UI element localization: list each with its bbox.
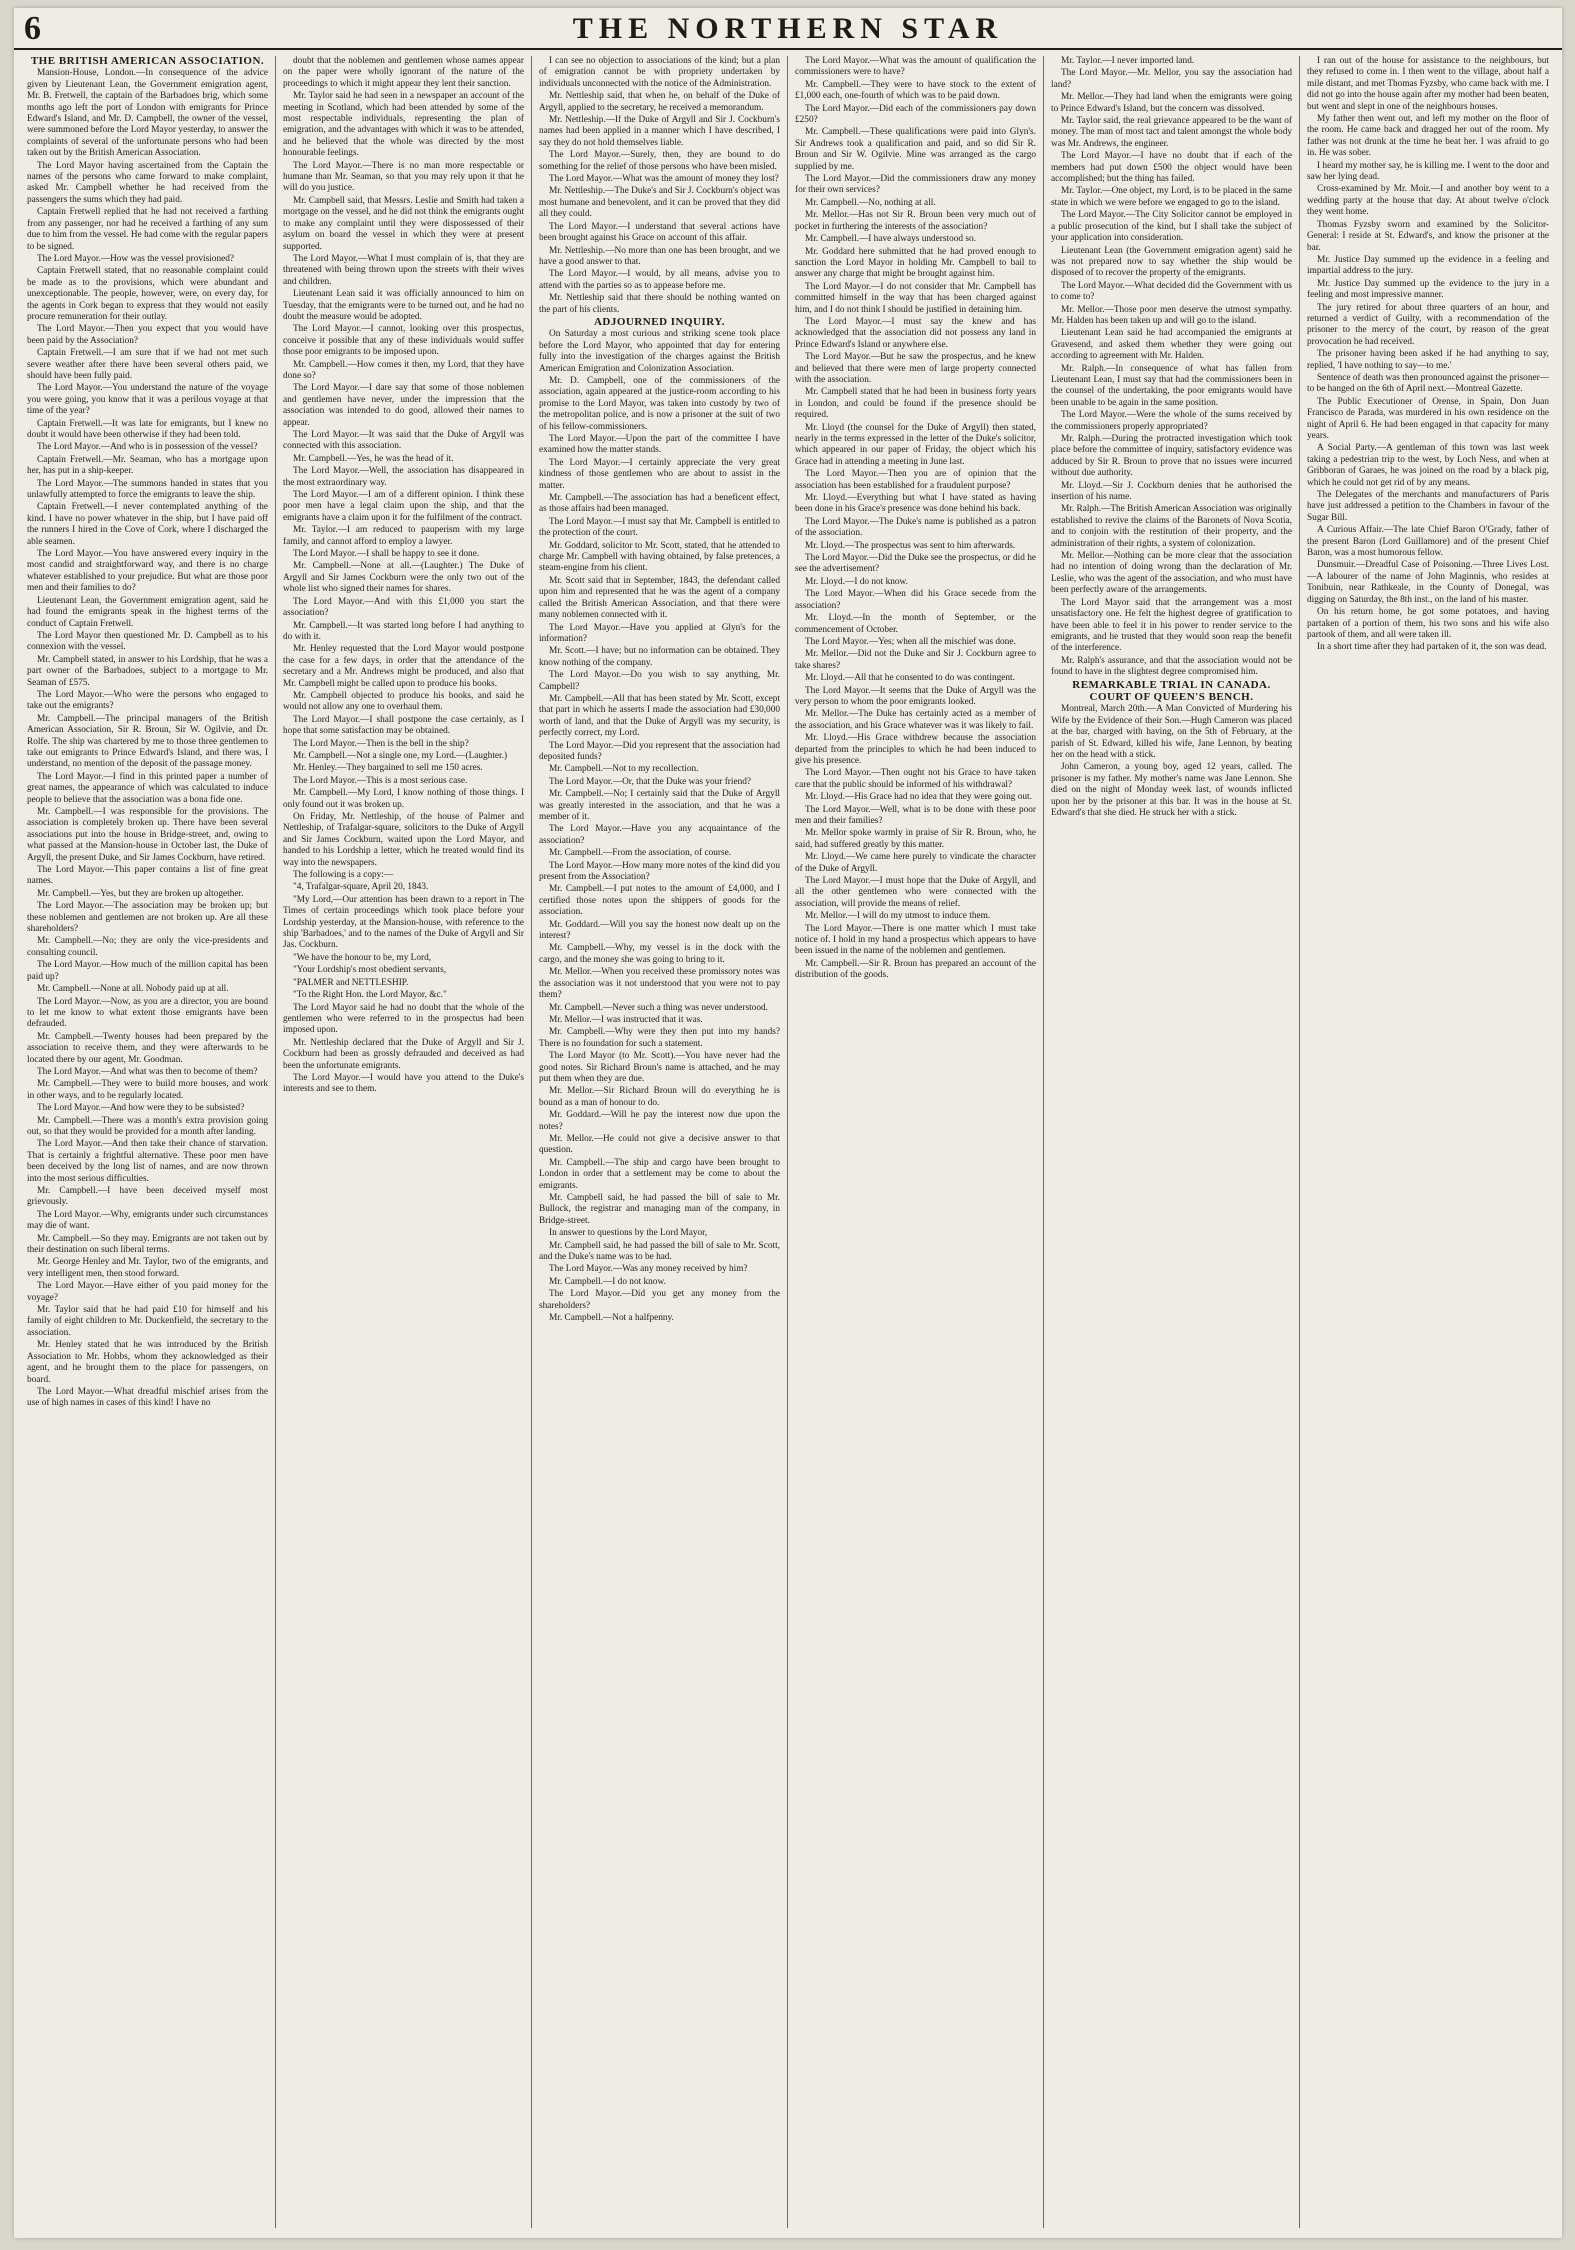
- article-paragraph: The Lord Mayor.—It was said that the Duke of Argyll was connected with this association.: [283, 430, 524, 452]
- article-paragraph: The Lord Mayor.—Upon the part of the committee I have examined how the matter stands.: [539, 434, 780, 456]
- article-paragraph: Mr. Scott.—I have; but no information can be obtained. They know nothing of the company.: [539, 646, 780, 668]
- article-paragraph: The Lord Mayor.—I do not consider that Mr. Campbell has committed himself in the way that has been charged against him, and I do not think I should be justified in detaining him.: [795, 281, 1036, 315]
- article-paragraph: The Lord Mayor.—You understand the nature of the voyage you were going, you know that it was a perilous voyage at that time of the year?: [27, 383, 268, 417]
- article-paragraph: On Saturday a most curious and striking scene took place before the Lord Mayor, who appointed that day for entering fully into the investigation of the charges against the British American Emigration and Colonization Association.: [539, 329, 780, 374]
- article-paragraph: The Lord Mayor.—You have answered every inquiry in the most candid and straightforward way, and there is no charge whatever established to your prejudice. But what are those poor men and their families to do?: [27, 549, 268, 594]
- article-paragraph: The Lord Mayor.—And how were they to be subsisted?: [37, 1103, 245, 1114]
- article-paragraph: Lieutenant Lean said it was officially announced to him on Tuesday, that the emigrants were to be turned out, and he had no doubt the measure would be adopted.: [283, 289, 524, 322]
- article-paragraph: The Lord Mayor.—Now, as you are a director, you are bound to let me know to what extent those emigrants have been defrauded.: [27, 996, 268, 1030]
- article-paragraph: Mr. Lloyd.—The prospectus was sent to him afterwards.: [805, 540, 1016, 551]
- article-paragraph: Mr. Lloyd.—In the month of September, or the commencement of October.: [795, 613, 1036, 635]
- section-heading: COURT OF QUEEN'S BENCH.: [1089, 690, 1254, 703]
- article-paragraph: I heard my mother say, he is killing me. I went to the door and saw her lying dead.: [1307, 160, 1549, 183]
- article-paragraph: Cross-examined by Mr. Moir.—I and another boy went to a wedding party at the house that day. At about twelve o'clock they went home.: [1307, 184, 1549, 218]
- article-paragraph: The Lord Mayor.—When did his Grace secede from the association?: [795, 589, 1036, 611]
- article-paragraph: The Lord Mayor.—What dreadful mischief arises from the use of high names in cases of this kind! I have no: [27, 1386, 268, 1409]
- article-paragraph: Mr. Campbell.—From the association, of course.: [549, 848, 732, 859]
- article-paragraph: Mr. Taylor.—I never imported land.: [1061, 56, 1195, 66]
- article-paragraph: Mr. Mellor.—Nothing can be more clear that the association had no intention of doing wrong than the declaration of Mr. Leslie, who was the agent of the association, and who must have been perfectly aware of the arrangements.: [1051, 551, 1292, 596]
- article-paragraph: Mr. Mellor.—Did not the Duke and Sir J. Cockburn agree to take shares?: [795, 649, 1036, 671]
- article-paragraph: Mr. Campbell stated, in answer to his Lordship, that he was a part owner of the Barbadoes, subject to a mortgage to Mr. Seaman of £575.: [27, 654, 268, 688]
- article-paragraph: A Curious Affair.—The late Chief Baron O'Grady, father of the present Baron (Lord Guillamore) and of the present Chief Baron, was a most humorous fellow.: [1307, 525, 1549, 559]
- article-columns: [20, 56, 1556, 2228]
- article-paragraph: Mr. Goddard here submitted that he had proved enough to sanction the Lord Mayor in holding Mr. Campbell to bail to answer any charge that might be brought against him.: [795, 246, 1036, 280]
- article-paragraph: Mr. Campbell.—My Lord, I know nothing of those things. I only found out it was broken up.: [283, 788, 524, 810]
- article-paragraph: The Lord Mayor.—Then you are of opinion that the association has been established for a fraudulent purpose?: [795, 469, 1036, 491]
- article-paragraph: My father then went out, and left my mother on the floor of the room. He came back and dragged her out of the room. My father was not drunk at the time he beat her. I was afraid to go in. He was sober.: [1307, 114, 1549, 159]
- article-paragraph: Mr. Lloyd.—We came here purely to vindicate the character of the Duke of Argyll.: [795, 852, 1036, 874]
- newspaper-page: [14, 8, 1562, 2238]
- article-paragraph: Mr. Ralph's assurance, and that the association would not be found to have in the slightest degree compromised him.: [1051, 655, 1292, 678]
- article-paragraph: The Lord Mayor.—I would have you attend to the Duke's interests and see to them.: [283, 1072, 524, 1095]
- article-paragraph: The Delegates of the merchants and manufacturers of Paris have just addressed a petition to the Chambers in favour of the Sugar Bill.: [1307, 490, 1549, 523]
- article-paragraph: Mr. Justice Day summed up the evidence in a feeling and impartial address to the jury.: [1307, 254, 1549, 277]
- article-paragraph: Mr. Mellor.—Sir Richard Broun will do everything he is bound as a man of honour to do.: [539, 1086, 780, 1108]
- article-paragraph: The Lord Mayor.—Who were the persons who engaged to take out the emigrants?: [27, 689, 268, 712]
- article-paragraph: The Lord Mayor.—Surely, then, they are bound to do something for the relief of those persons who have been misled.: [539, 150, 780, 172]
- article-paragraph: Mr. Campbell said, he had passed the bill of sale to Mr. Scott, and the Duke's name was to be had.: [539, 1240, 780, 1263]
- article-paragraph: Mr. Lloyd.—All that he consented to do was contingent.: [805, 673, 1015, 684]
- article-paragraph: The Lord Mayor.—Was any money received by him?: [549, 1264, 748, 1275]
- article-paragraph: The Lord Mayor.—I have no doubt that if each of the members had put down £500 the object would have been accomplished; but the thing has failed.: [1051, 151, 1292, 185]
- column-3: [532, 56, 788, 2228]
- masthead: [14, 8, 1562, 50]
- article-paragraph: Mr. Campbell.—I put notes to the amount of £4,000, and I certified those notes upon the shippers of goods for the association.: [539, 884, 780, 918]
- article-paragraph: Mr. Mellor spoke warmly in praise of Sir R. Broun, who, he said, had suffered greatly by this matter.: [795, 828, 1036, 850]
- article-paragraph: The Lord Mayor.—What was the amount of qualification the commissioners were to have?: [795, 56, 1036, 78]
- article-paragraph: Mr. Campbell.—Never such a thing was never understood.: [549, 1002, 768, 1013]
- column-2: [276, 56, 532, 2228]
- article-paragraph: Mr. Campbell.—I do not know.: [549, 1276, 666, 1287]
- article-paragraph: Montreal, March 20th.—A Man Convicted of Murdering his Wife by the Evidence of their Son.—Hugh Cameron was placed at the bar, charged with having, on the 5th of February, at the parish of St. Edward, killed his wife, Jane Lennon, by beating her on the head with a stick.: [1051, 704, 1292, 760]
- article-paragraph: The Lord Mayor.—Have you any acquaintance of the association?: [539, 824, 780, 846]
- article-paragraph: The Lord Mayor.—Did each of the commissioners pay down £250?: [795, 103, 1036, 126]
- article-paragraph: Mr. Nettleship said, that when he, on behalf of the Duke of Argyll, applied to the secretary, he received a memorandum.: [539, 91, 780, 113]
- article-paragraph: The Lord Mayor.—The summons handed in states that you unlawfully attempted to force the emigrants to leave the ship.: [27, 478, 268, 501]
- article-paragraph: The Lord Mayor.—There is one matter which I must take notice of. I hold in my hand a prospectus which appears to have been issued in the name of the noblemen and gentlemen.: [795, 923, 1036, 957]
- article-paragraph: Mr. Mellor.—I was instructed that it was.: [549, 1014, 703, 1025]
- article-paragraph: Mr. Mellor.—I will do my utmost to induce them.: [805, 911, 991, 922]
- article-paragraph: Mr. Scott said that in September, 1843, the defendant called upon him and represented that he was the agent of a company called the British American Association, and that there were many noblemen connected with it.: [539, 575, 780, 621]
- article-paragraph: Mr. Ralph.—The British American Association was originally established to revive the claims of the Baronets of Nova Scotia, and to conjoin with the restitution of their property, and the administration of their rights, a system of colonization.: [1051, 504, 1292, 549]
- article-paragraph: The Lord Mayor.—What I must complain of is, that they are threatened with being thrown upon the streets with their wives and children.: [283, 253, 524, 287]
- article-paragraph: On his return home, he got some potatoes, and having partaken of a portion of them, his two sons and his wife also partook of them, and all were taken ill.: [1307, 607, 1549, 640]
- article-paragraph: The Lord Mayor.—The association may be broken up; but these noblemen and gentlemen are not broken up. Are all these shareholders?: [27, 901, 268, 935]
- article-paragraph: Mr. Mellor.—They had land when the emigrants were going to Prince Edward's Island, but the concern was dissolved.: [1051, 92, 1292, 114]
- article-paragraph: The Lord Mayor.—And with this £1,000 you start the association?: [283, 596, 524, 619]
- article-paragraph: Mr. Lloyd.—Sir J. Cockburn denies that he authorised the insertion of his name.: [1051, 480, 1292, 503]
- section-heading: REMARKABLE TRIAL IN CANADA.: [1072, 678, 1271, 691]
- article-paragraph: The Lord Mayor.—Did you represent that the association had deposited funds?: [539, 740, 780, 762]
- article-paragraph: The Lord Mayor.—And what was then to become of them?: [37, 1066, 258, 1077]
- article-paragraph: Mr. Henley stated that he was introduced by the British Association to Mr. Hobbs, whom they acknowledged as their agent, and he brought them to the place for passengers, on board.: [27, 1340, 268, 1385]
- article-paragraph: Mr. Campbell.—Sir R. Broun has prepared an account of the distribution of the goods.: [795, 958, 1036, 981]
- article-paragraph: The Lord Mayor.—I must say that Mr. Campbell is entitled to the protection of the court.: [539, 516, 780, 539]
- article-paragraph: The Lord Mayor having ascertained from the Captain the names of the persons who came forward to make complaint, asked Mr. Campbell whether he had received from the passengers the sums which they had paid.: [27, 160, 268, 205]
- article-paragraph: Lieutenant Lean (the Government emigration agent) said he was not prepared now to say whether the ship would be disposed of to recover the property of the emigrants.: [1051, 245, 1292, 279]
- article-paragraph: The Lord Mayor.—I shall postpone the case certainly, as I hope that some satisfaction may be obtained.: [283, 714, 524, 737]
- article-paragraph: Mr. Campbell.—I was responsible for the provisions. The association is completely broken up. There have been several associations put into the house in Bridge-street, and, owing to what passed at the Mansion-house in October last, the Duke of Argyll, the present Duke, and Sir James Cockburn, have retired.: [27, 807, 268, 863]
- article-paragraph: Mr. Campbell.—No, nothing at all.: [805, 197, 936, 208]
- article-paragraph: The jury retired for about three quarters of an hour, and returned a verdict of Guilty, with a recommendation of the prisoner to the mercy of the court, by reason of the great provocation he had received.: [1307, 302, 1549, 347]
- article-paragraph: Mr. Nettleship.—No more than one has been brought, and we have a good answer to that.: [539, 245, 780, 267]
- article-paragraph: The Lord Mayor.—Did you get any money from the shareholders?: [539, 1289, 780, 1311]
- article-paragraph: I ran out of the house for assistance to the neighbours, but they refused to come in. I then went to the village, about half a mile distant, and met Thomas Fyzsby, who came back with me. I did not go into the house again after my mother had been beaten, but went and slept in one of the neighbours houses.: [1307, 56, 1549, 112]
- article-paragraph: Captain Fretwell.—Mr. Seaman, who has a mortgage upon her, has put in a ship-keeper.: [27, 454, 268, 477]
- article-paragraph: The Lord Mayor.—Do you wish to say anything, Mr. Campbell?: [539, 670, 780, 692]
- article-paragraph: Mr. Campbell.—Why, my vessel is in the dock with the cargo, and the money she was going to bring to it.: [539, 943, 780, 965]
- article-paragraph: The Lord Mayor then questioned Mr. D. Campbell as to his connexion with the vessel.: [27, 630, 268, 653]
- article-paragraph: "To the Right Hon. the Lord Mayor, &c.": [293, 990, 447, 1001]
- article-paragraph: Mr. Campbell.—The association has had a beneficent effect, as those affairs had been managed.: [539, 493, 780, 515]
- article-paragraph: Mr. Lloyd.—I do not know.: [805, 576, 908, 587]
- article-paragraph: Mr. Henley.—They bargained to sell me 150 acres.: [293, 763, 483, 774]
- article-paragraph: Mr. Campbell said, that Messrs. Leslie and Smith had taken a mortgage on the vessel, and he did not think the emigrants ought to make any complaint until they were dispossessed of their asylum on board the vessel in which they were at present supported.: [283, 195, 524, 252]
- article-paragraph: Mr. Campbell.—There was a month's extra provision going out, so that they would be provided for a month after landing.: [27, 1115, 268, 1137]
- article-paragraph: Mr. Goddard.—Will you say the honest now dealt up on the interest?: [539, 919, 780, 942]
- article-paragraph: Mr. Goddard.—Will he pay the interest now due upon the notes?: [539, 1110, 780, 1132]
- article-paragraph: Mansion-House, London.—In consequence of the advice given by Lieutenant Lean, the Government emigration agent, Mr. B. Fretwell, the captain of the Barbadoes brig, which some months ago left the port of London with emigrants for Prince Edward's Island, and Mr. D. Campbell, the owner of the vessel, were summoned before the Lord Mayor yesterday, to answer the complaints of several of the unfortunate persons who had been taken out by the British American Association.: [27, 68, 268, 159]
- article-paragraph: The Lord Mayor.—I must hope that the Duke of Argyll, and all the other gentlemen who were connected with the association, will provide the means of relief.: [795, 876, 1036, 909]
- article-paragraph: Mr. Campbell.—These qualifications were paid into Glyn's. Sir Andrews took a qualification and paid, and so did Sir R. Broun and Sir W. Ogilvie. Mine was arranged as the cargo supplied by me.: [795, 127, 1036, 172]
- article-paragraph: The Lord Mayor.—And who is in possession of the vessel?: [37, 442, 258, 453]
- article-paragraph: Mr. Lloyd.—Everything but what I have stated as having been done in his Grace's presence was done behind his back.: [795, 493, 1036, 515]
- article-paragraph: Thomas Fyzsby sworn and examined by the Solicitor-General: I reside at St. Edward's, and know the prisoner at the bar.: [1307, 219, 1549, 253]
- article-paragraph: Mr. Ralph.—In consequence of what has fallen from Lieutenant Lean, I must say that had the commissioners been in the counsel of the undertaking, the poor emigrants would have been unable to be again in the same position.: [1051, 363, 1292, 408]
- article-paragraph: Mr. Campbell.—I have been deceived myself most grievously.: [27, 1186, 268, 1208]
- article-paragraph: The Lord Mayor.—I cannot, looking over this prospectus, conceive it possible that any of these individuals would suffer those poor emigrants to be imposed upon.: [283, 324, 524, 358]
- article-paragraph: Mr. Nettleship.—If the Duke of Argyll and Sir J. Cockburn's names had been applied in a manner which I have described, I say they do not hold themselves liable.: [539, 115, 780, 148]
- article-paragraph: Mr. Lloyd (the counsel for the Duke of Argyll) then stated, nearly in the terms expressed in the letter of the Duke's solicitor, which appeared in our paper of Friday, the object which his Grace had in attending a meeting in June last.: [795, 422, 1036, 467]
- article-paragraph: Mr. Nettleship declared that the Duke of Argyll and Sir J. Cockburn had been as grossly defrauded and deceived as had been the unfortunate emigrants.: [283, 1037, 524, 1071]
- article-paragraph: The Lord Mayor.—I must say the knew and has acknowledged that the association did not possess any land in Prince Edward's Island or anywhere else.: [795, 316, 1036, 350]
- article-paragraph: "My Lord,—Our attention has been drawn to a report in The Times of certain proceedings which took place before your Lordship yesterday, at the Mansion-house, with reference to the ship 'Barbadoes,' and to the names of the Duke of Argyll and Sir Jas. Cockburn.: [283, 894, 524, 951]
- article-paragraph: The Lord Mayor.—Well, the association has disappeared in the most extraordinary way.: [283, 466, 524, 488]
- column-4: [788, 56, 1044, 2228]
- article-paragraph: Mr. Taylor said he had seen in a newspaper an account of the meeting in Scotland, which had been attended by some of the most respectable individuals, representing the plan of emigration, and the advantages with which it was to be attended, and he believed that the whole was directed by the most honourable feelings.: [283, 91, 524, 159]
- article-paragraph: The Lord Mayor said he had no doubt that the whole of the gentlemen who were referred to in the prospectus had been imposed upon.: [283, 1002, 524, 1036]
- article-paragraph: In answer to questions by the Lord Mayor,: [549, 1228, 708, 1239]
- article-paragraph: The Lord Mayor.—How was the vessel provisioned?: [37, 253, 235, 264]
- article-paragraph: The Lord Mayor.—But he saw the prospectus, and he knew and believed that there were men of large property connected with the association.: [795, 352, 1036, 385]
- page-number: 6: [24, 10, 41, 47]
- article-paragraph: A Social Party.—A gentleman of this town was last week taking a pedestrian trip to the west, by Loch Ness, and when at Gribboran of Garaes, he was joined on the road by a black pig, which he could not get rid of by any means.: [1307, 443, 1549, 488]
- article-paragraph: Mr. Campbell.—No; they are only the vice-presidents and consulting council.: [27, 936, 268, 958]
- article-paragraph: The Lord Mayor.—I am of a different opinion. I think these poor men have a legal claim upon the ship, and that the emigrants have a claim upon it for the fulfilment of the contract.: [283, 490, 524, 523]
- article-paragraph: Mr. Campbell.—Yes, but they are broken up altogether.: [37, 888, 244, 899]
- article-paragraph: Mr. Campbell.—I have always understood so.: [805, 234, 976, 245]
- article-paragraph: The Lord Mayor.—Were the whole of the sums received by the commissioners properly appropriated?: [1051, 410, 1292, 432]
- column-1: [20, 56, 276, 2228]
- article-paragraph: doubt that the noblemen and gentlemen whose names appear on the paper were wholly ignorant of the nature of the proceedings to which it might appear they lent their sanction.: [283, 56, 524, 89]
- article-paragraph: Mr. Justice Day summed up the evidence to the jury in a feeling and most impressive manner.: [1307, 278, 1549, 301]
- article-paragraph: John Cameron, a young boy, aged 12 years, called. The prisoner is my father. My mother's name was Jane Lennon. She died on the night of Monday week last, of wounds inflicted upon her by the prisoner at this bar. It was in the house at St. Edward's that she died. He struck her with a stick.: [1051, 762, 1292, 818]
- article-paragraph: The Lord Mayor.—How much of the million capital has been paid up?: [27, 960, 268, 982]
- article-paragraph: Mr. Goddard, solicitor to Mr. Scott, stated, that he attended to charge Mr. Campbell with having obtained, by false pretences, a steam-engine from his client.: [539, 540, 780, 574]
- article-paragraph: Mr. Campbell.—How comes it then, my Lord, that they have done so?: [283, 359, 524, 381]
- article-paragraph: The Lord Mayor.—I certainly appreciate the very great kindness of those gentlemen who are about to assist in the matter.: [539, 457, 780, 491]
- article-paragraph: The Lord Mayor.—Why, emigrants under such circumstances may die of want.: [27, 1209, 268, 1232]
- article-paragraph: Mr. Campbell.—Not a single one, my Lord.—(Laughter.): [293, 750, 508, 761]
- article-paragraph: The Lord Mayor.—Did the commissioners draw any money for their own services?: [795, 174, 1036, 196]
- article-paragraph: Mr. Campbell.—The principal managers of the British American Association, Sir R. Broun, Sir W. Ogilvie, and Dr. Rolfe. The ship was chartered by me to those three gentlemen to take out emigrants to Prince Edward's Island, and there was, I understand, no mention of the deposit of the passage money.: [27, 713, 268, 770]
- article-paragraph: The Lord Mayor.—Or, that the Duke was your friend?: [549, 776, 752, 787]
- article-paragraph: The Lord Mayor.—Then ought not his Grace to have taken care that the public should be informed of his withdrawal?: [795, 768, 1036, 790]
- article-paragraph: Mr. Taylor said that he had paid £10 for himself and his family of eight children to Mr. Duckenfield, the secretary to the association.: [27, 1305, 268, 1338]
- article-paragraph: Mr. Campbell.—No; I certainly said that the Duke of Argyll was greatly interested in the association, and that he was a member of it.: [539, 789, 780, 822]
- article-paragraph: The Lord Mayor.—How many more notes of the kind did you present from the Association?: [539, 860, 780, 883]
- article-paragraph: The Lord Mayor.—Have either of you paid money for the voyage?: [27, 1281, 268, 1303]
- article-paragraph: Mr. Mellor.—When you received these promissory notes was the association was it not understood that you were not to pay them?: [539, 967, 780, 1001]
- article-paragraph: The Lord Mayor.—I understand that several actions have been brought against his Grace on account of this affair.: [539, 221, 780, 244]
- article-paragraph: Mr. George Henley and Mr. Taylor, two of the emigrants, and very intelligent men, then stood forward.: [27, 1257, 268, 1279]
- article-paragraph: The Lord Mayor.—Then you expect that you would have been paid by the Association?: [27, 324, 268, 346]
- article-paragraph: The Lord Mayor.—Well, what is to be done with these poor men and their families?: [795, 804, 1036, 826]
- article-paragraph: Captain Fretwell replied that he had not received a farthing from any passenger, nor had he received a farthing of any sum due to him from the vessel. He had come with the regular papers to be signed.: [27, 207, 268, 252]
- article-paragraph: In a short time after they had partaken of it, the son was dead.: [1317, 642, 1547, 653]
- article-paragraph: Mr. Henley requested that the Lord Mayor would postpone the case for a few days, in order that the attendance of the secretary and a Mr. Andrews might be produced, and also that Mr. Campbell might be called upon to produce his books.: [283, 644, 524, 689]
- article-paragraph: The Lord Mayor.—I would, by all means, advise you to attend with the parties so as to appease before me.: [539, 269, 780, 291]
- article-paragraph: Mr. Campbell.—They were to build more houses, and work in other ways, and to be regularly located.: [27, 1079, 268, 1101]
- article-paragraph: The Lord Mayor.—This is a most serious case.: [293, 775, 468, 786]
- section-heading: ADJOURNED INQUIRY.: [593, 315, 726, 328]
- article-paragraph: The Lord Mayor.—What was the amount of money they lost?: [549, 174, 779, 185]
- article-paragraph: The Lord Mayor.—The Duke's name is published as a patron of the association.: [795, 516, 1036, 539]
- article-paragraph: Mr. Campbell.—All that has been stated by Mr. Scott, except that part in which he asserts I made the association had £30,000 worth of land, and that the Duke of Argyll was my security, is perfectly correct, my Lord.: [539, 693, 780, 739]
- article-paragraph: The following is a copy:—: [293, 870, 394, 881]
- article-paragraph: Mr. Lloyd.—His Grace had no idea that they were going out.: [805, 792, 1032, 803]
- article-paragraph: Mr. Campbell.—Not a halfpenny.: [549, 1313, 674, 1324]
- article-paragraph: The prisoner having been asked if he had anything to say, replied, 'I have nothing to say—to me.': [1307, 349, 1549, 371]
- article-paragraph: Mr. Campbell.—It was started long before I had anything to do with it.: [283, 620, 524, 642]
- article-paragraph: The Lord Mayor.—I find in this printed paper a number of great names, the appearance of which was calculated to induce people to believe that the association was a bona fide one.: [27, 771, 268, 805]
- article-paragraph: The Lord Mayor.—What decided did the Government with us to come to?: [1051, 280, 1292, 303]
- article-paragraph: Mr. Campbell stated that he had been in business forty years in London, and could be found if the presence should be required.: [795, 387, 1036, 421]
- article-paragraph: I can see no objection to associations of the kind; but a plan of emigration cannot be with propriety undertaken by individuals unconnected with the notice of the Administration.: [539, 56, 780, 89]
- article-paragraph: Mr. Mellor.—Has not Sir R. Broun been very much out of pocket in furthering the interests of the association?: [795, 210, 1036, 232]
- article-paragraph: The Lord Mayor.—Did the Duke see the prospectus, or did he see the advertisement?: [795, 553, 1036, 575]
- article-paragraph: Mr. Campbell.—None at all.—(Laughter.) The Duke of Argyll and Sir James Cockburn were the only two out of the whole list who signed their names for shares.: [283, 561, 524, 595]
- article-paragraph: The Lord Mayor.—I shall be happy to see it done.: [293, 549, 480, 560]
- article-paragraph: Mr. Campbell.—Why were they then put into my hands? There is no foundation for such a statement.: [539, 1027, 780, 1049]
- article-paragraph: The Lord Mayor.—There is no man more respectable or humane than Mr. Seaman, so that you may rely upon it that he will do you justice.: [283, 160, 524, 194]
- article-paragraph: The Lord Mayor.—I dare say that some of those noblemen and gentlemen have never, under the impression that the association was intended to do good, allowed their names to appear.: [283, 383, 524, 428]
- article-paragraph: Mr. Campbell.—Twenty houses had been prepared by the association to receive them, and they were afterwards to be located there by our agent, Mr. Goodman.: [27, 1031, 268, 1065]
- article-paragraph: Captain Fretwell stated, that no reasonable complaint could be made as to the provisions, which were abundant and unexceptionable. The people, however, were, on every day, for the agents in Cork began to express that they would not easily procure remuneration for their outlay.: [27, 266, 268, 322]
- newspaper-title: THE NORTHERN STAR: [572, 12, 1004, 45]
- article-paragraph: Lieutenant Lean said he had accompanied the emigrants at Gravesend, and asked them whether they were going out according to agreement with Mr. Halden.: [1051, 328, 1292, 362]
- article-paragraph: Mr. Lloyd.—His Grace withdrew because the association departed from the principles to which he had been induced to give his presence.: [795, 733, 1036, 766]
- article-paragraph: "Your Lordship's most obedient servants,: [293, 965, 447, 976]
- article-paragraph: Mr. Campbell.—Not to my recollection.: [549, 764, 699, 775]
- article-paragraph: Mr. Mellor.—The Duke has certainly acted as a member of the association, and his Grace whatever was it was likely to fail.: [795, 709, 1036, 731]
- article-paragraph: "4, Trafalgar-square, April 20, 1843.: [293, 882, 429, 893]
- article-paragraph: Dunsmuir.—Dreadful Case of Poisoning.—Three Lives Lost.—A labourer of the name of John Maginnis, who resides at Tonibuin, near Rathkeale, in the County of Donegal, was digging on Saturday, the 8th inst., on the land of his master.: [1307, 560, 1549, 605]
- article-paragraph: Mr. Taylor.—I am reduced to pauperism with my large family, and cannot afford to employ a lawyer.: [283, 525, 524, 547]
- article-paragraph: Mr. Nettleship.—The Duke's and Sir J. Cockburn's object was most humane and benevolent, and it can be proved that they did all they could.: [539, 186, 780, 220]
- article-paragraph: The Lord Mayor said that the arrangement was a most unsatisfactory one. He felt the highest degree of gratification to have been able to feel it in his power to render service to the emigrants, and he trusted that they would soon reap the benefit of the interference.: [1051, 597, 1292, 654]
- article-paragraph: Captain Fretwell.—I am sure that if we had not met such severe weather after there have been several others paid, we should have been fully paid.: [27, 348, 268, 381]
- article-paragraph: The Lord Mayor.—And then take their chance of starvation. That is certainly a frightful alternative. These poor men have been deceived by the long list of names, and are now thrown into the most serious difficulties.: [27, 1139, 268, 1184]
- article-paragraph: Lieutenant Lean, the Government emigration agent, said he had found the emigrants speak in the highest terms of the conduct of Captain Fretwell.: [27, 595, 268, 629]
- article-paragraph: The Lord Mayor.—Mr. Mellor, you say the association had land?: [1051, 68, 1292, 90]
- column-5: [1044, 56, 1300, 2228]
- article-paragraph: Mr. D. Campbell, one of the commissioners of the association, again appeared at the justice-room according to his promise to the Lord Mayor, was taken into custody by two of the metropolitan police, and is now a prisoner at the suit of two of his fellow-commissioners.: [539, 375, 780, 432]
- article-paragraph: The Public Executioner of Orense, in Spain, Don Juan Francisco de Parada, was murdered in his own residence on the night of April 6. He had been engaged in that capacity for many years.: [1307, 396, 1549, 441]
- article-paragraph: The Lord Mayor.—Have you applied at Glyn's for the information?: [539, 622, 780, 644]
- article-paragraph: Mr. Mellor.—Those poor men deserve the utmost sympathy. Mr. Halden has been taken up and will go to the island.: [1051, 304, 1292, 326]
- article-paragraph: "We have the honour to be, my Lord,: [293, 952, 432, 963]
- article-paragraph: The Lord Mayor (to Mr. Scott).—You have never had the good notes. Sir Richard Broun's name is attached, and he may put them when they are due.: [539, 1051, 780, 1084]
- article-paragraph: Sentence of death was then pronounced against the prisoner—to be hanged on the 6th of April next.—Montreal Gazette.: [1307, 372, 1549, 395]
- article-paragraph: Captain Fretwell.—It was late for emigrants, but I knew no doubt it would have been otherwise if they had been told.: [27, 418, 268, 440]
- column-6: [1300, 56, 1556, 2228]
- article-paragraph: Mr. Ralph.—During the protracted investigation which took place before the committee of inquiry, satisfactory evidence was adduced by Sir R. Broun to prove that no issues were incurred without due authority.: [1051, 434, 1292, 479]
- article-paragraph: Mr. Mellor.—He could not give a decisive answer to that question.: [539, 1133, 780, 1156]
- article-paragraph: Mr. Campbell.—Yes, he was the head of it.: [293, 453, 454, 464]
- article-paragraph: The Lord Mayor.—It seems that the Duke of Argyll was the very person to whom the poor emigrants looked.: [795, 685, 1036, 707]
- article-paragraph: Mr. Campbell.—They were to have stock to the extent of £1,000 each, one-fourth of which was to be paid down.: [795, 79, 1036, 102]
- article-paragraph: On Friday, Mr. Nettleship, of the house of Palmer and Nettleship, of Trafalgar-square, solicitors to the Duke of Argyll and Sir James Cockburn, waited upon the Lord Mayor, and handed to his Lordship a letter, which he treated would find its way into the newspapers.: [283, 812, 524, 868]
- article-paragraph: Mr. Campbell said, he had passed the bill of sale to Mr. Bullock, the registrar and managing man of the company, in Bridge-street.: [539, 1193, 780, 1226]
- article-paragraph: The Lord Mayor.—Then is the bell in the ship?: [293, 738, 469, 749]
- article-paragraph: Mr. Campbell.—The ship and cargo have been brought to London in order that a settlement may be come to about the emigrants.: [539, 1157, 780, 1191]
- article-paragraph: Mr. Taylor.—One object, my Lord, is to be placed in the same state in which we were before we engaged to go to the island.: [1051, 186, 1292, 208]
- article-headline: THE BRITISH AMERICAN ASSOCIATION.: [30, 56, 265, 67]
- article-paragraph: The Lord Mayor.—The City Solicitor cannot be employed in a public prosecution of the kind, but I shall take the subject of your application into consideration.: [1051, 210, 1292, 244]
- article-paragraph: Captain Fretwell.—I never contemplated anything of the kind. I have no power whatever in the ship, but I have paid off the runners I hired in the Cove of Cork, where I discharged the able seamen.: [27, 502, 268, 547]
- article-paragraph: The Lord Mayor.—Yes; when all the mischief was done.: [805, 636, 1016, 647]
- article-paragraph: "PALMER and NETTLESHIP.: [293, 977, 409, 988]
- article-paragraph: Mr. Campbell.—So they may. Emigrants are not taken out by their destination on such liberal terms.: [27, 1233, 268, 1256]
- article-paragraph: Mr. Taylor said, the real grievance appeared to be the want of money. The man of most tact and talent amongst the whole body was Mr. Andrews, the engineer.: [1051, 116, 1292, 149]
- article-paragraph: Mr. Nettleship said that there should be nothing wanted on the part of his clients.: [539, 293, 780, 315]
- article-paragraph: Mr. Campbell objected to produce his books, and said he would not allow any one to overhaul them.: [283, 690, 524, 713]
- article-paragraph: The Lord Mayor.—This paper contains a list of fine great names.: [27, 865, 268, 887]
- article-paragraph: Mr. Campbell.—None at all. Nobody paid up at all.: [37, 984, 229, 995]
